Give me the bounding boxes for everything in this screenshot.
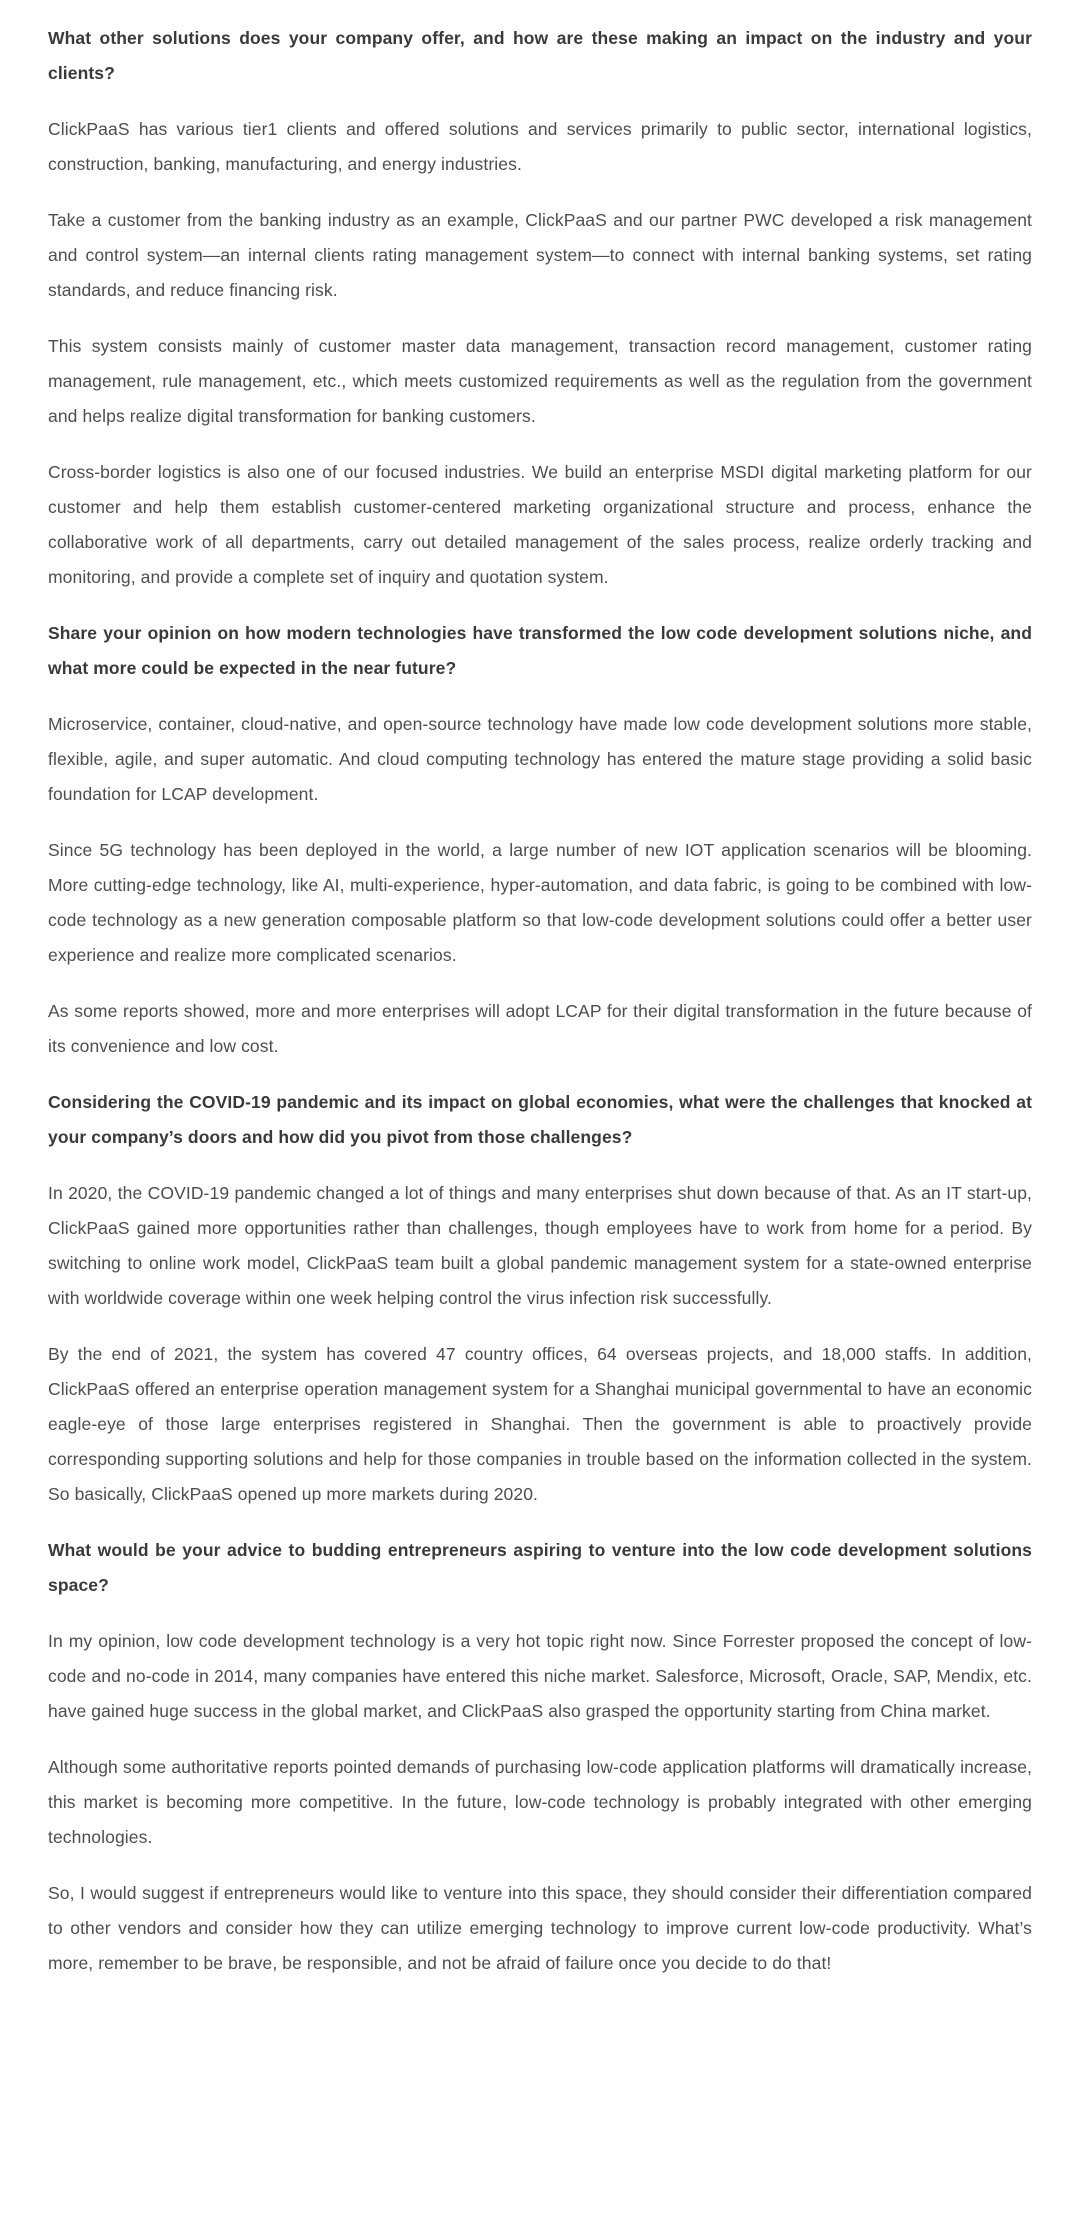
answer-paragraph: This system consists mainly of customer master data management, transaction record management, customer rating management, rule management, etc., which meets customized requirements as well as the regulation from the government and helps realize digital transformation for banking customers. [48, 336, 1032, 426]
answer-paragraph: ClickPaaS has various tier1 clients and offered solutions and services primarily to public sector, international logistics, construction, banking, manufacturing, and energy industries. [48, 119, 1032, 174]
answer-paragraph: In 2020, the COVID-19 pandemic changed a lot of things and many enterprises shut down because of that. As an IT start-up, ClickPaaS gained more opportunities rather than challenges, though employees have to work from home for a period. By switching to online work model, ClickPaaS team built a global pandemic management system for a state-owned enterprise with worldwide coverage within one week helping control the virus infection risk successfully. [48, 1183, 1032, 1308]
question-heading: Considering the COVID-19 pandemic and its impact on global economies, what were the challenges that knocked at your company’s doors and how did you pivot from those challenges? [48, 1092, 1032, 1147]
question-heading: What would be your advice to budding entrepreneurs aspiring to venture into the low code development solutions space? [48, 1540, 1032, 1595]
question-heading: What other solutions does your company offer, and how are these making an impact on the industry and your clients? [48, 28, 1032, 83]
answer-paragraph: Microservice, container, cloud-native, and open-source technology have made low code development solutions more stable, flexible, agile, and super automatic. And cloud computing technology has entered the mature stage providing a solid basic foundation for LCAP development. [48, 714, 1032, 804]
answer-paragraph: Although some authoritative reports pointed demands of purchasing low-code application platforms will dramatically increase, this market is becoming more competitive. In the future, low-code technology is probably integrated with other emerging technologies. [48, 1757, 1032, 1847]
answer-paragraph: By the end of 2021, the system has covered 47 country offices, 64 overseas projects, and 18,000 staffs. In addition, ClickPaaS offered an enterprise operation management system for a Shanghai municipal governmental to have an economic eagle-eye of those large enterprises registered in Shanghai. Then the government is able to proactively provide corresponding supporting solutions and help for those companies in trouble based on the information collected in the system. So basically, ClickPaaS opened up more markets during 2020. [48, 1344, 1032, 1504]
answer-paragraph: As some reports showed, more and more enterprises will adopt LCAP for their digital transformation in the future because of its convenience and low cost. [48, 1001, 1032, 1056]
answer-paragraph: Take a customer from the banking industry as an example, ClickPaaS and our partner PWC developed a risk management and control system—an internal clients rating management system—to connect with internal banking systems, set rating standards, and reduce financing risk. [48, 210, 1032, 300]
answer-paragraph: Since 5G technology has been deployed in the world, a large number of new IOT application scenarios will be blooming. More cutting-edge technology, like AI, multi-experience, hyper-automation, and data fabric, is going to be combined with low-code technology as a new generation composable platform so that low-code development solutions could offer a better user experience and realize more complicated scenarios. [48, 840, 1032, 965]
answer-paragraph: So, I would suggest if entrepreneurs would like to venture into this space, they should consider their differentiation compared to other vendors and consider how they can utilize emerging technology to improve current low-code productivity. What’s more, remember to be brave, be responsible, and not be afraid of failure once you decide to do that! [48, 1883, 1032, 1973]
question-heading: Share your opinion on how modern technologies have transformed the low code development solutions niche, and what more could be expected in the near future? [48, 623, 1032, 678]
answer-paragraph: Cross-border logistics is also one of our focused industries. We build an enterprise MSDI digital marketing platform for our customer and help them establish customer-centered marketing organizational structure and process, enhance the collaborative work of all departments, carry out detailed management of the sales process, realize orderly tracking and monitoring, and provide a complete set of inquiry and quotation system. [48, 462, 1032, 587]
answer-paragraph: In my opinion, low code development technology is a very hot topic right now. Since Forrester proposed the concept of low-code and no-code in 2014, many companies have entered this niche market. Salesforce, Microsoft, Oracle, SAP, Mendix, etc. have gained huge success in the global market, and ClickPaaS also grasped the opportunity starting from China market. [48, 1631, 1032, 1721]
